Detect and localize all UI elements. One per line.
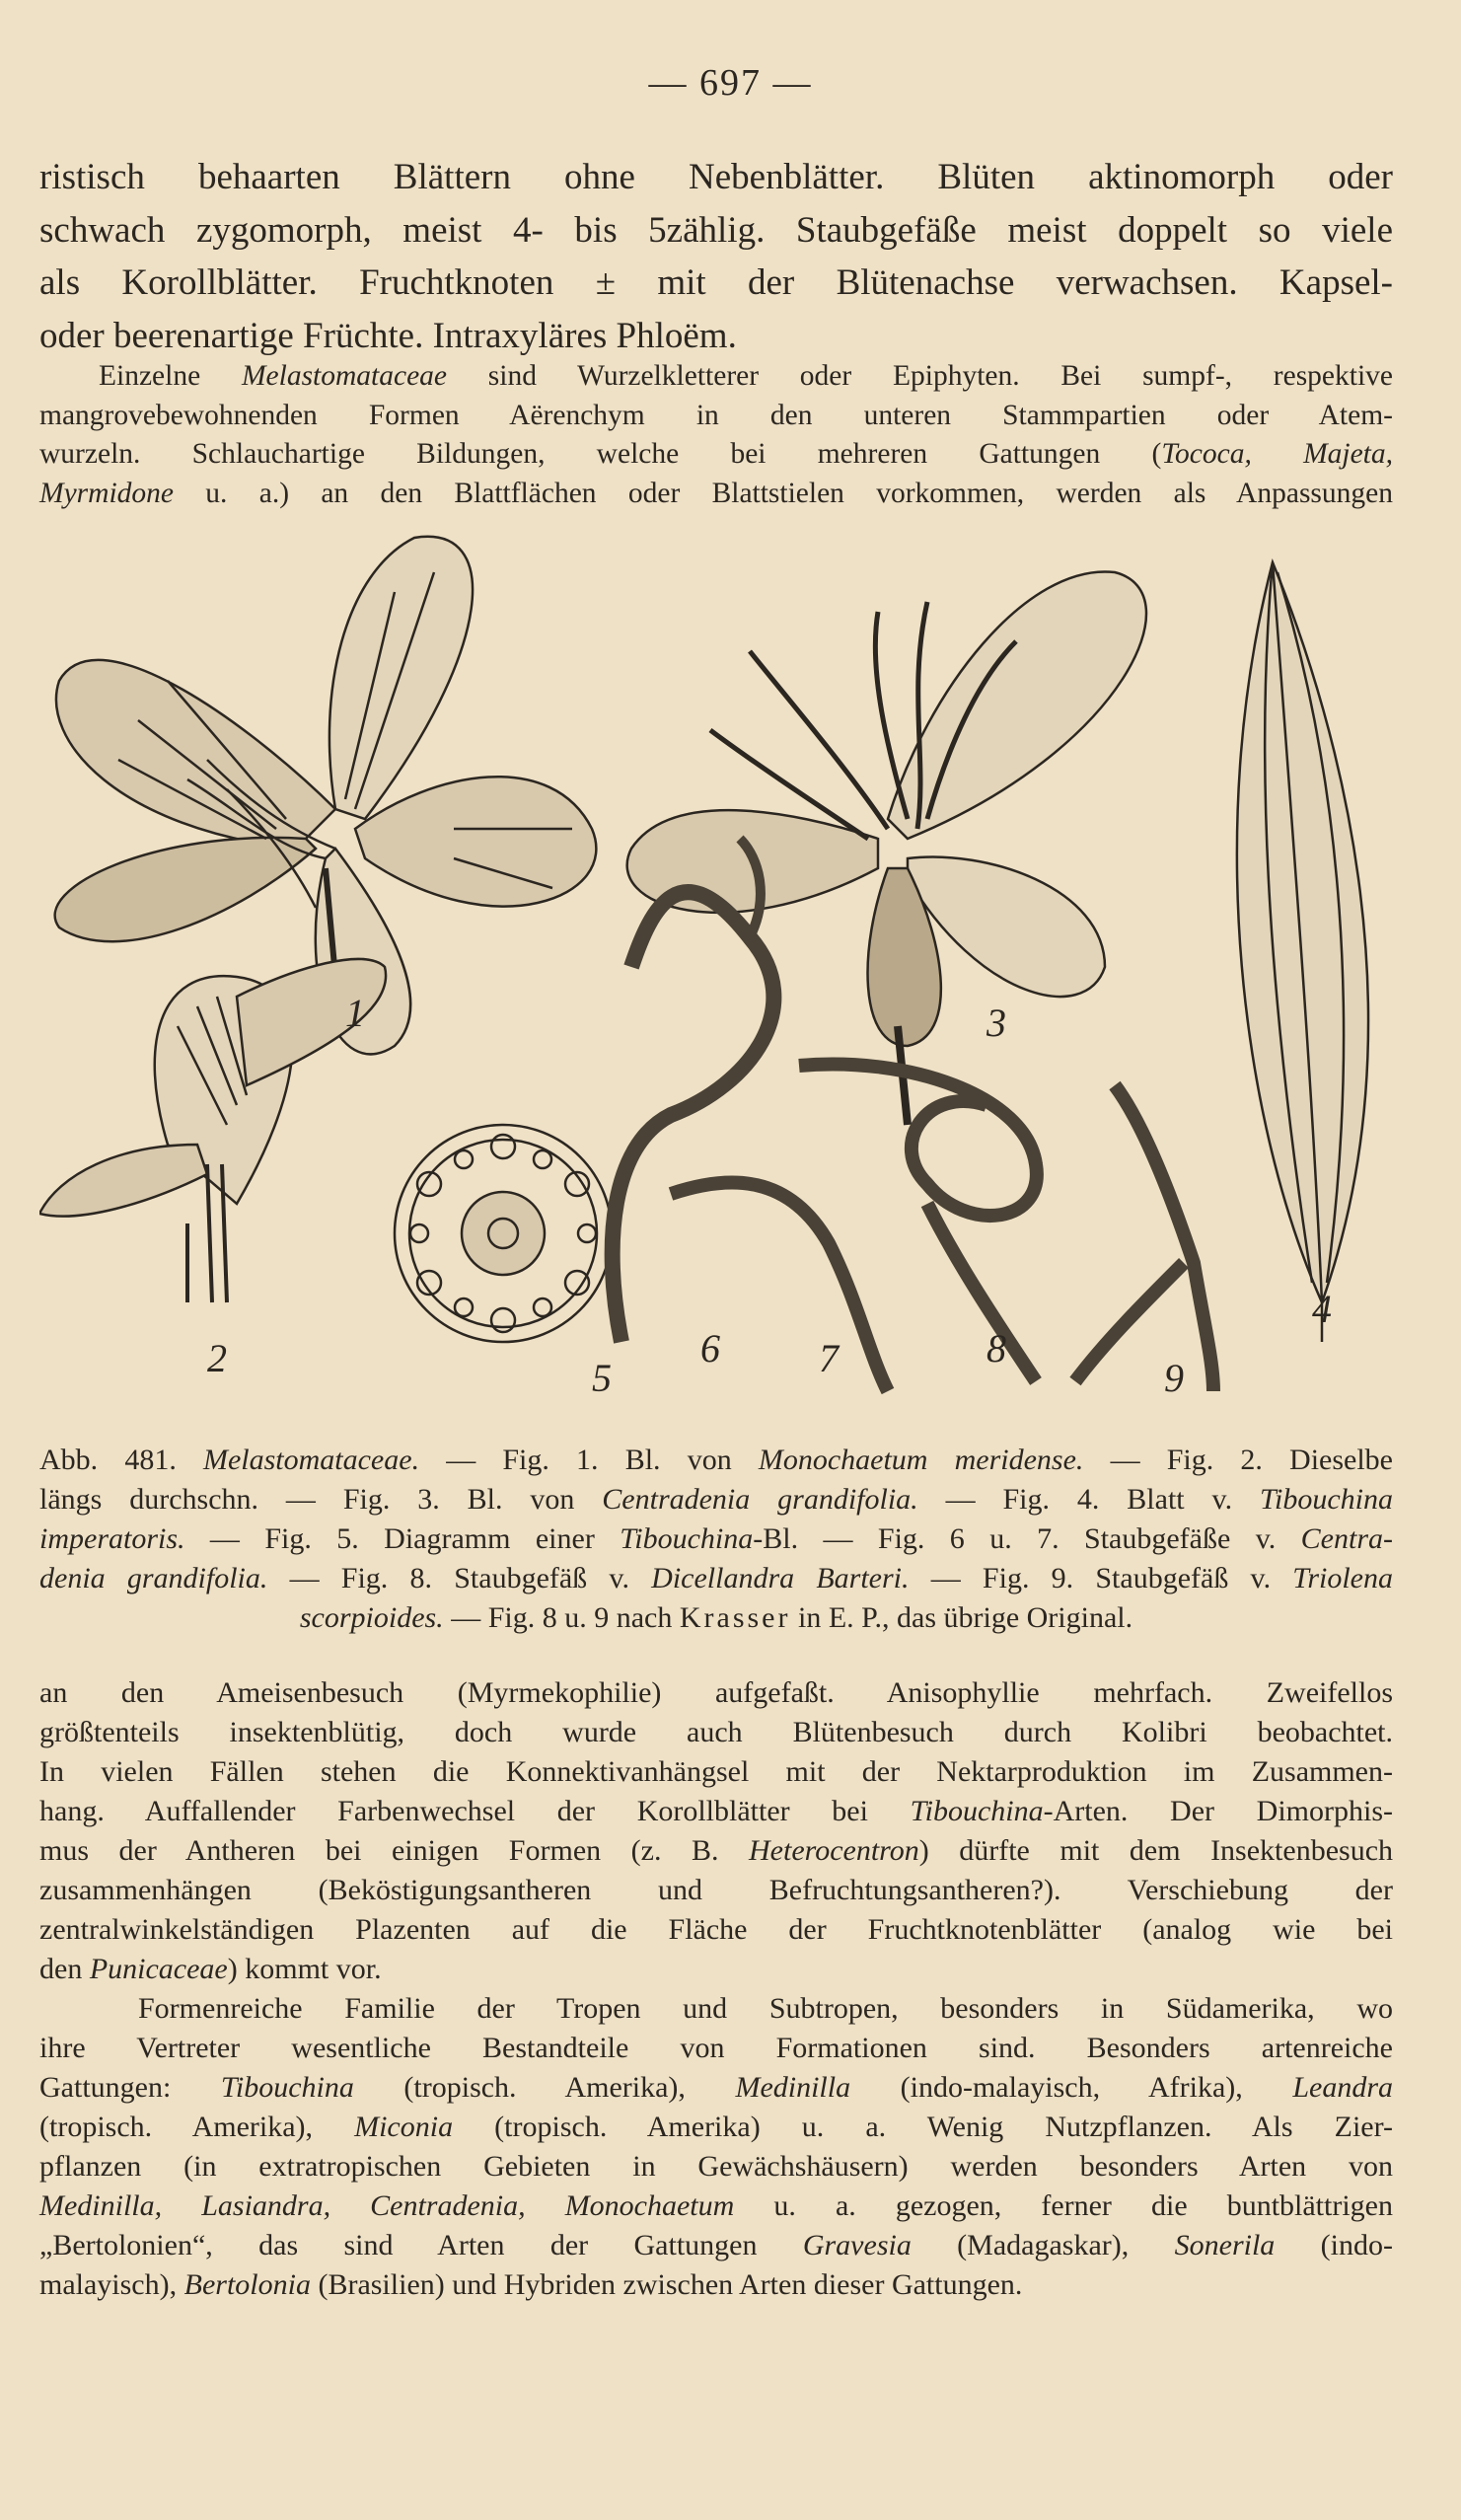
text-line: zusammenhängen (Beköstigungsantheren und Befruchtungsantheren?). Verschiebung der	[39, 1874, 1393, 1906]
paragraph-4	[39, 1989, 1393, 2305]
fig-9-stamen	[1075, 1085, 1213, 1391]
text-line: an den Ameisenbesuch (Myrmekophilie) aufgefaßt. Anisophyllie mehrfach. Zweifellos	[39, 1676, 1393, 1709]
text-line: ihre Vertreter wesentliche Bestandteile von Formationen sind. Besonders artenreiche	[39, 2032, 1393, 2064]
text-line: oder beerenartige Früchte. Intraxyläres Phloëm.	[39, 315, 737, 356]
fig-label-9: 9	[1164, 1356, 1184, 1400]
caption-line: Abb. 481. Melastomataceae. — Fig. 1. Bl. von Monochaetum meridense. — Fig. 2. Dieselbe	[39, 1444, 1393, 1476]
fig-label-4: 4	[1312, 1287, 1332, 1331]
page-number: — 697 —	[648, 62, 813, 104]
text-line: mus der Antheren bei einigen Formen (z. B. Heterocentron) dürfte mit dem Insektenbesuch	[39, 1834, 1394, 1867]
caption-line: längs durchschn. — Fig. 3. Bl. von Centradenia grandifolia. — Fig. 4. Blatt v. Tibouchina	[39, 1483, 1393, 1516]
fig-label-5: 5	[592, 1356, 612, 1400]
fig-label-2: 2	[207, 1336, 227, 1380]
text-line: malayisch), Bertolonia (Brasilien) und Hybriden zwischen Arten dieser Gattungen.	[39, 2268, 1023, 2301]
text-line: „Bertolonien“, das sind Arten der Gattungen Gravesia (Madagaskar), Sonerila (indo-	[39, 2229, 1393, 2261]
text-line: Myrmidone u. a.) an den Blattflächen oder Blattstielen vorkommen, werden als Anpassungen	[39, 477, 1393, 509]
paragraph-3	[39, 1673, 1393, 1989]
text-line: den Punicaceae) kommt vor.	[39, 1953, 382, 1985]
text-line: In vielen Fällen stehen die Konnektivanhängsel mit der Nektarproduktion im Zusammen-	[39, 1755, 1393, 1788]
fig-label-8: 8	[986, 1326, 1006, 1371]
text-line: wurzeln. Schlauchartige Bildungen, welche bei mehreren Gattungen (Tococa, Majeta,	[39, 438, 1393, 470]
fig-label-6: 6	[700, 1326, 720, 1371]
paragraph-2	[39, 357, 1393, 513]
text-line: Einzelne Melastomataceae sind Wurzelkletterer oder Epiphyten. Bei sumpf-, respektive	[99, 360, 1393, 392]
text-line: pflanzen (in extratropischen Gebieten in Gewächshäusern) werden besonders Arten von	[39, 2150, 1393, 2183]
fig-6-stamen	[613, 839, 774, 1342]
paragraph-1	[39, 151, 1393, 362]
fig-5-floral-diagram	[395, 1125, 612, 1342]
fig-4-leaf	[1237, 562, 1368, 1342]
text-line: Medinilla, Lasiandra, Centradenia, Monochaetum u. a. gezogen, ferner die buntblättrigen	[39, 2189, 1393, 2222]
fig-2-flower-section	[39, 959, 386, 1302]
text-line: Formenreiche Familie der Tropen und Subtropen, besonders in Südamerika, wo	[138, 1992, 1393, 2025]
caption-line: scorpioides. — Fig. 8 u. 9 nach Krasser in E. P., das übrige Original.	[299, 1601, 1133, 1634]
text-line: Gattungen: Tibouchina (tropisch. Amerika), Medinilla (indo-malayisch, Afrika), Leandra	[39, 2071, 1394, 2104]
fig-label-7: 7	[819, 1336, 839, 1380]
text-line: hang. Auffallender Farbenwechsel der Korollblätter bei Tibouchina-Arten. Der Dimorphis-	[39, 1795, 1393, 1827]
text-line: zentralwinkelständigen Plazenten auf die Fläche der Fruchtknotenblätter (analog wie bei	[39, 1913, 1393, 1946]
text-line: (tropisch. Amerika), Miconia (tropisch. Amerika) u. a. Wenig Nutzpflanzen. Als Zier-	[39, 2111, 1393, 2143]
caption-line: imperatoris. — Fig. 5. Diagramm einer Tibouchina-Bl. — Fig. 6 u. 7. Staubgefäße v. Centra-	[39, 1522, 1393, 1555]
caption-line: denia grandifolia. — Fig. 8. Staubgefäß v. Dicellandra Barteri. — Fig. 9. Staubgefäß v. Triolena	[39, 1562, 1393, 1594]
botanical-figure	[39, 533, 1421, 1421]
text-line: ristisch behaarten Blättern ohne Nebenblätter. Blüten aktinomorph oder	[39, 157, 1393, 197]
text-line: größtenteils insektenblütig, doch wurde auch Blütenbesuch durch Kolibri beobachtet.	[39, 1716, 1393, 1748]
text-line: mangrovebewohnenden Formen Aërenchym in den unteren Stammpartien oder Atem-	[39, 399, 1393, 431]
text-line: schwach zygomorph, meist 4- bis 5zählig. Staubgefäße meist doppelt so viele	[39, 209, 1393, 251]
melastomataceae-illustration	[39, 533, 1421, 1421]
fig-3-flower	[627, 571, 1146, 1125]
fig-label-3: 3	[986, 1001, 1006, 1045]
fig-label-1: 1	[345, 991, 365, 1035]
figure-caption	[39, 1441, 1393, 1638]
text-line: als Korollblätter. Fruchtknoten ± mit der Blütenachse verwachsen. Kapsel-	[39, 262, 1393, 303]
